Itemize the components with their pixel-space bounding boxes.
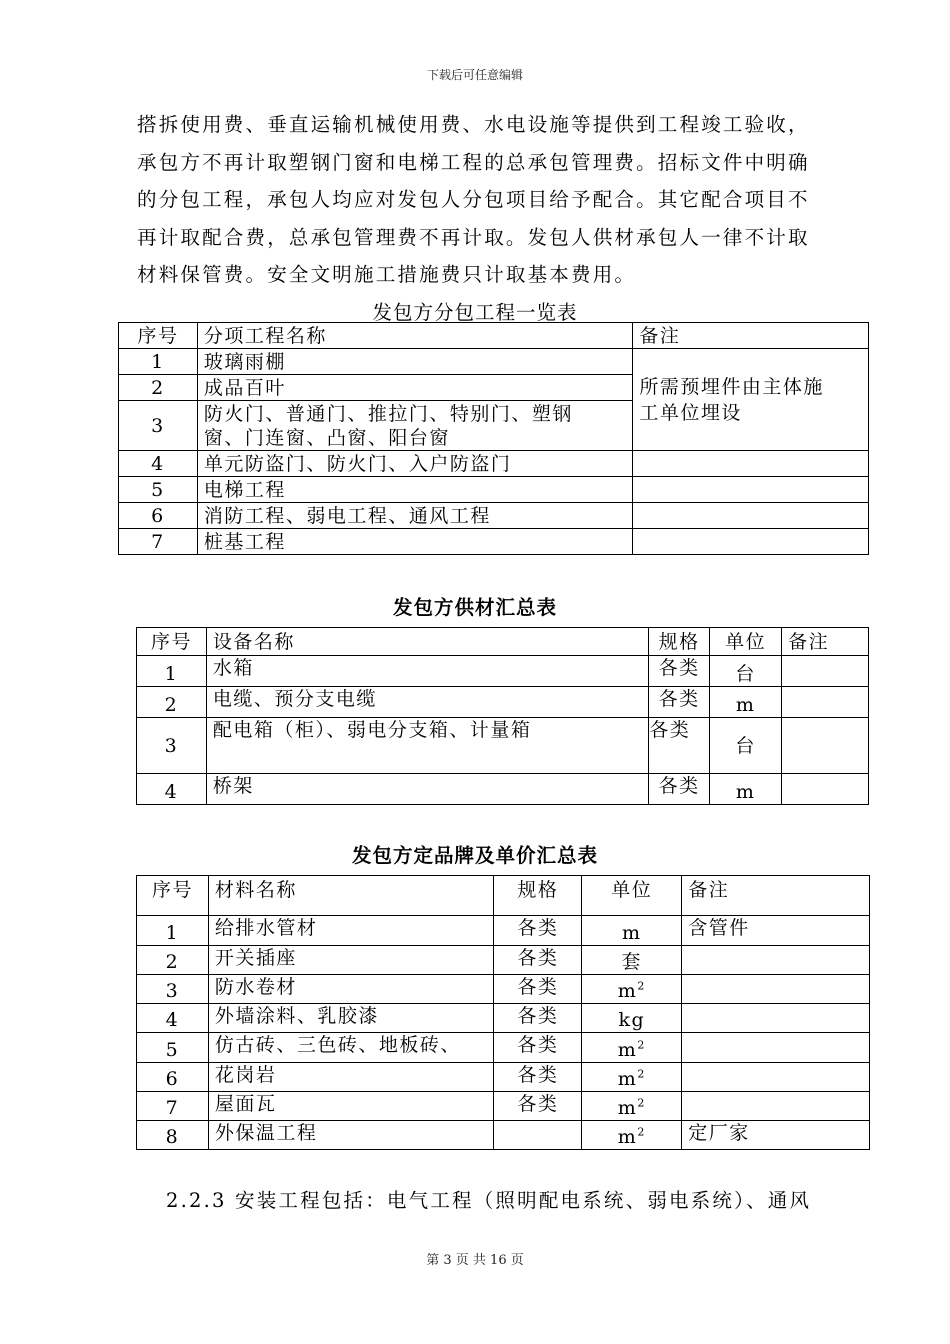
material-remark [682, 1063, 870, 1092]
material-spec: 各类 [494, 1004, 582, 1033]
header-cell: 备注 [782, 628, 869, 656]
item-name: 电缆、预分支电缆 [206, 687, 648, 718]
table-row [119, 451, 869, 477]
paragraph-line: 材料保管费。安全文明施工措施费只计取基本费用。 [137, 263, 637, 287]
material-spec: 各类 [494, 1063, 582, 1092]
item-name: 电梯工程 [197, 477, 632, 503]
table2-title: 发包方供材汇总表 [392, 596, 557, 619]
unit-text: m [617, 1126, 638, 1148]
item-unit: 台 [710, 656, 782, 687]
item-name [197, 401, 632, 451]
material-unit [582, 1063, 682, 1092]
material-unit [582, 1033, 682, 1063]
item-name: 桥架 [206, 774, 648, 805]
header-cell: 序号 [119, 323, 198, 349]
paragraph-line: 的分包工程，承包人均应对发包人分包项目给予配合。其它配合项目不 [137, 188, 810, 212]
item-spec: 各类 [649, 718, 710, 774]
table-row [137, 687, 869, 718]
row-number: 8 [137, 1121, 209, 1150]
table-row [119, 477, 869, 503]
row-number: 3 [119, 401, 198, 451]
row-number: 4 [119, 451, 198, 477]
remark-cell [633, 529, 869, 555]
row-number: 5 [119, 477, 198, 503]
row-number: 6 [119, 503, 198, 529]
material-remark: 含管件 [682, 916, 870, 946]
table-header-row [119, 323, 869, 349]
table-row [137, 1092, 870, 1121]
material-name: 花岗岩 [208, 1063, 494, 1092]
table-row [137, 1063, 870, 1092]
material-unit [582, 1121, 682, 1150]
table-row [137, 1121, 870, 1150]
table-row [119, 529, 869, 555]
item-name: 桩基工程 [197, 529, 632, 555]
item-unit: 台 [710, 718, 782, 774]
paragraph-line: 承包方不再计取塑钢门窗和电梯工程的总承包管理费。招标文件中明确 [137, 150, 810, 174]
material-name: 仿古砖、三色砖、地板砖、 [208, 1033, 494, 1063]
material-spec: 各类 [494, 975, 582, 1004]
header-cell: 序号 [137, 876, 209, 916]
section-text: 2.2.3 安装工程包括：电气工程（照明配电系统、弱电系统）、通风 [166, 1189, 812, 1212]
material-remark [682, 946, 870, 975]
row-number: 7 [119, 529, 198, 555]
item-remark [782, 656, 869, 687]
subcontract-table [118, 322, 869, 555]
remark-line: 工单位埋设 [639, 401, 742, 424]
paragraph-line: 搭拆使用费、垂直运输机械使用费、水电设施等提供到工程竣工验收， [137, 113, 810, 136]
remark-cell [633, 451, 869, 477]
material-name: 外保温工程 [208, 1121, 494, 1150]
unit-text: m [617, 1068, 638, 1090]
brand-price-table [136, 875, 870, 1150]
item-unit: m [710, 687, 782, 718]
row-number: 4 [137, 774, 207, 805]
row-number: 1 [119, 349, 198, 375]
paragraph-line: 再计取配合费，总承包管理费不再计取。发包人供材承包人一律不计取 [137, 225, 810, 249]
row-number: 3 [137, 975, 209, 1004]
body-paragraph [137, 106, 837, 294]
row-number: 6 [137, 1063, 209, 1092]
header-cell: 规格 [649, 628, 710, 656]
table3-title: 发包方定品牌及单价汇总表 [351, 844, 598, 867]
row-number: 2 [137, 687, 207, 718]
header-cell: 材料名称 [208, 876, 494, 916]
table-row [137, 1033, 870, 1063]
unit-text: m [617, 1038, 638, 1061]
material-spec: 各类 [494, 1033, 582, 1063]
row-number: 3 [137, 718, 207, 774]
material-spec: 各类 [494, 916, 582, 946]
remark-line: 所需预埋件由主体施 [639, 375, 824, 398]
item-name: 玻璃雨棚 [197, 349, 632, 375]
material-name: 防水卷材 [208, 975, 494, 1004]
table-header-row [137, 876, 870, 916]
material-unit [582, 975, 682, 1004]
supply-table [136, 627, 869, 805]
header-cell: 规格 [494, 876, 582, 916]
material-name: 开关插座 [208, 946, 494, 975]
item-spec: 各类 [649, 774, 710, 805]
material-name: 屋面瓦 [208, 1092, 494, 1121]
table-row [119, 349, 869, 375]
remark-cell [633, 503, 869, 529]
item-name: 配电箱（柜）、弱电分支箱、计量箱 [206, 718, 648, 774]
material-name: 给排水管材 [208, 916, 494, 946]
item-name-line: 窗、门连窗、凸窗、阳台窗 [203, 426, 450, 449]
item-remark [782, 687, 869, 718]
table-row [119, 503, 869, 529]
table-row [137, 946, 870, 975]
unit-superscript: 2 [637, 979, 646, 993]
material-unit [582, 1092, 682, 1121]
material-remark [682, 1092, 870, 1121]
unit-text: m [617, 1097, 638, 1119]
header-cell: 单位 [582, 876, 682, 916]
unit-superscript: 2 [637, 1096, 646, 1110]
material-remark: 定厂家 [682, 1121, 870, 1150]
material-remark [682, 1033, 870, 1063]
remark-cell [633, 477, 869, 503]
table-row [137, 656, 869, 687]
item-remark [782, 718, 869, 774]
material-remark [682, 975, 870, 1004]
header-cell: 设备名称 [206, 628, 648, 656]
row-number: 2 [119, 375, 198, 401]
row-number: 7 [137, 1092, 209, 1121]
table-row [137, 1004, 870, 1033]
header-cell: 备注 [633, 323, 869, 349]
row-number: 1 [137, 656, 207, 687]
table-row [137, 975, 870, 1004]
material-unit: m [582, 916, 682, 946]
material-remark [682, 1004, 870, 1033]
item-name: 水箱 [206, 656, 648, 687]
item-unit: m [710, 774, 782, 805]
table-row [137, 916, 870, 946]
table-header-row [137, 628, 869, 656]
item-name: 成品百叶 [197, 375, 632, 401]
item-name-line: 防火门、普通门、推拉门、特别门、塑钢 [203, 402, 573, 425]
header-cell: 单位 [710, 628, 782, 656]
material-unit: 套 [582, 946, 682, 975]
item-name: 单元防盗门、防火门、入户防盗门 [197, 451, 632, 477]
material-spec: 各类 [494, 1092, 582, 1121]
unit-superscript: 2 [637, 1125, 646, 1139]
table-row [137, 718, 869, 774]
material-unit: kg [582, 1004, 682, 1033]
item-spec: 各类 [649, 656, 710, 687]
row-number: 4 [137, 1004, 209, 1033]
unit-text: m [617, 980, 638, 1002]
row-number: 1 [137, 916, 209, 946]
merged-remark [633, 349, 869, 451]
row-number: 5 [137, 1033, 209, 1063]
item-remark [782, 774, 869, 805]
header-cell: 备注 [682, 876, 870, 916]
page-header: 下载后可任意编辑 [426, 68, 523, 82]
table-row [137, 774, 869, 805]
page-footer: 第 3 页 共 16 页 [426, 1253, 524, 1268]
row-number: 2 [137, 946, 209, 975]
unit-superscript: 2 [637, 1038, 646, 1052]
table1-title: 发包方分包工程一览表 [372, 301, 578, 324]
item-name: 消防工程、弱电工程、通风工程 [197, 503, 632, 529]
header-cell: 序号 [137, 628, 207, 656]
material-name: 外墙涂料、乳胶漆 [208, 1004, 494, 1033]
unit-superscript: 2 [637, 1067, 646, 1081]
material-spec [494, 1121, 582, 1150]
item-spec: 各类 [649, 687, 710, 718]
material-spec: 各类 [494, 946, 582, 975]
header-cell: 分项工程名称 [197, 323, 632, 349]
